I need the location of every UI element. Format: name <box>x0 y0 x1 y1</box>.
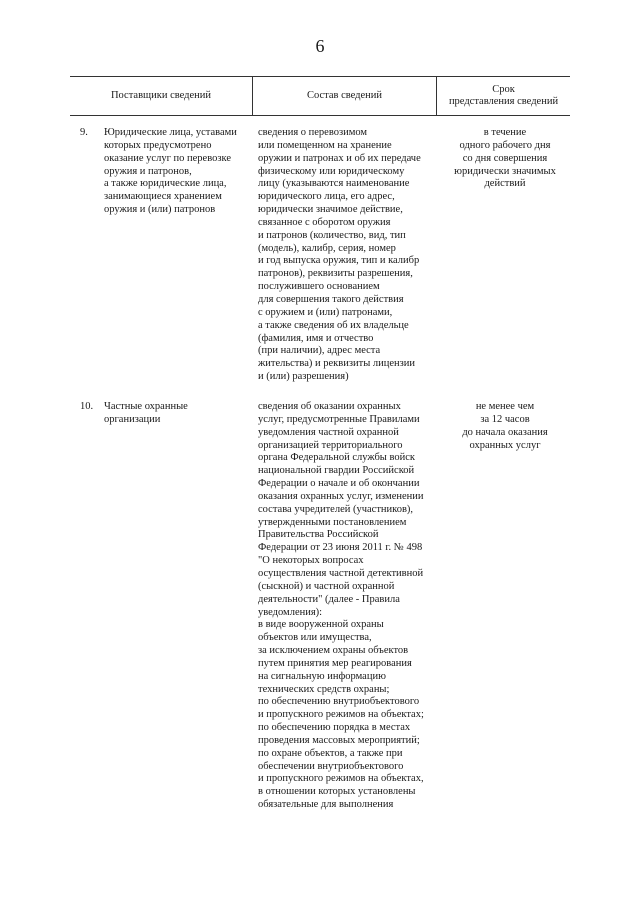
cell-text-line: и пропускного режимов на объектах, <box>258 773 424 785</box>
cell-text-line: со дня совершения <box>462 152 548 164</box>
cell-text-line: сведения об оказании охранных <box>258 401 401 412</box>
cell-text-line: (модель), калибр, серия, номер <box>258 242 396 254</box>
cell-text-line: оружия и патронов, <box>104 165 192 177</box>
cell-text-line: а также юридические лица, <box>104 178 227 190</box>
composition-cell <box>258 127 438 384</box>
cell-text-line: Федерации от 23 июня 2011 г. № 498 <box>258 542 423 554</box>
cell-text-line: действий <box>484 178 526 190</box>
cell-text-line: физическому или юридическому <box>258 165 405 177</box>
cell-text-line: и год выпуска оружия, тип и калибр <box>258 255 420 267</box>
cell-text-line: осуществления частной детективной <box>258 567 424 579</box>
cell-text-line: объектов или имущества, <box>258 632 372 644</box>
page-number: 6 <box>315 36 325 56</box>
row-number: 9. <box>80 127 88 138</box>
deadline-cell <box>440 127 570 191</box>
cell-text-line: Частные охранные <box>104 401 188 412</box>
deadline-cell <box>440 401 570 452</box>
cell-text-line: патронов), реквизиты разрешения, <box>258 268 413 280</box>
cell-text-line: обеспечении внутриобъектового <box>258 760 404 772</box>
header-composition <box>253 76 436 116</box>
header-suppliers <box>70 76 252 116</box>
cell-text-line: на сигнальную информацию <box>258 670 386 682</box>
cell-text-line: уведомления частной охранной <box>258 426 399 438</box>
cell-text-line: не менее чем <box>475 401 535 412</box>
cell-text-line: оружии и патронах и об их передаче <box>258 152 421 164</box>
header-deadline <box>437 76 570 116</box>
cell-text-line: услуг, предусмотренные Правилами <box>258 413 420 425</box>
cell-text-line: в течение <box>483 127 527 138</box>
cell-text-line: до начала оказания <box>462 426 548 438</box>
header-composition-label: Состав сведений <box>306 89 383 101</box>
cell-text-line: оказание услуг по перевозке <box>104 152 231 164</box>
cell-text-line: Федерации о начале и об окончании <box>258 478 420 490</box>
cell-text-line: организацией территориального <box>258 439 403 451</box>
cell-text-line: с оружием и (или) патронами, <box>258 306 393 318</box>
composition-cell <box>258 401 438 812</box>
cell-text-line: послужившего основанием <box>258 281 380 293</box>
cell-text-line: "О некоторых вопросах <box>258 555 364 567</box>
cell-text-line: органа Федеральной службы войск <box>258 452 416 464</box>
cell-text-line: за 12 часов <box>480 413 530 425</box>
cell-text-line: жительства) и реквизиты лицензии <box>258 358 416 370</box>
cell-text-line: связанное с оборотом оружия <box>258 216 391 228</box>
cell-text-line: которых предусмотрено <box>104 139 212 151</box>
cell-text-line: одного рабочего дня <box>459 139 551 151</box>
cell-text-line: или помещенном на хранение <box>258 139 392 151</box>
supplier-cell <box>104 127 254 217</box>
cell-text-line: юридически значимых <box>454 165 556 177</box>
cell-text-line: в отношении которых установлены <box>258 786 416 798</box>
cell-text-line: (при наличии), адрес места <box>258 345 381 357</box>
cell-text-line: и пропускного режимов на объектах; <box>258 709 424 721</box>
header-deadline-line: представления сведений <box>448 96 559 107</box>
cell-text-line: по обеспечению внутриобъектового <box>258 696 420 708</box>
cell-text-line: уведомления): <box>258 606 323 618</box>
cell-text-line: технических средств охраны; <box>258 683 390 695</box>
cell-text-line: проведения массовых мероприятий; <box>258 734 420 746</box>
cell-text-line: юридического лица, его адрес, <box>258 191 395 203</box>
cell-text-line: (фамилия, имя и отчество <box>258 332 374 344</box>
cell-text-line: оказания охранных услуг, изменении <box>258 490 424 502</box>
cell-text-line: путем принятия мер реагирования <box>258 657 412 669</box>
cell-text-line: утвержденными постановлением <box>258 516 407 528</box>
cell-text-line: и патронов (количество, вид, тип <box>258 229 406 241</box>
cell-text-line: юридически значимое действие, <box>258 204 403 216</box>
cell-text-line: состава учредителей (участников), <box>258 503 414 515</box>
cell-text-line: занимающиеся хранением <box>104 191 222 203</box>
cell-text-line: оружия и (или) патронов <box>104 204 216 216</box>
cell-text-line: в виде вооруженной охраны <box>258 619 384 631</box>
cell-text-line: за исключением охраны объектов <box>258 645 409 657</box>
header-suppliers-label: Поставщики сведений <box>110 89 212 101</box>
supplier-cell <box>104 401 254 427</box>
header-deadline-line: Срок <box>492 83 515 95</box>
cell-text-line: организации <box>104 413 161 425</box>
cell-text-line: охранных услуг <box>469 439 541 451</box>
cell-text-line: национальной гвардии Российской <box>258 465 415 477</box>
row-number: 10. <box>80 401 94 412</box>
cell-text-line: лицу (указываются наименование <box>258 178 410 190</box>
cell-text-line: и (или) разрешения) <box>258 371 349 383</box>
cell-text-line: сведения о перевозимом <box>258 127 368 138</box>
cell-text-line: по охране объектов, а также при <box>258 747 403 759</box>
cell-text-line: деятельности" (далее - Правила <box>258 593 400 605</box>
cell-text-line: для совершения такого действия <box>258 293 404 305</box>
cell-text-line: Юридические лица, уставами <box>104 127 237 138</box>
cell-text-line: обязательные для выполнения <box>258 799 394 811</box>
cell-text-line: по обеспечению порядка в местах <box>258 722 411 734</box>
cell-text-line: Правительства Российской <box>258 529 379 541</box>
cell-text-line: (сыскной) и частной охранной <box>258 580 395 592</box>
cell-text-line: а также сведения об их владельце <box>258 319 409 331</box>
